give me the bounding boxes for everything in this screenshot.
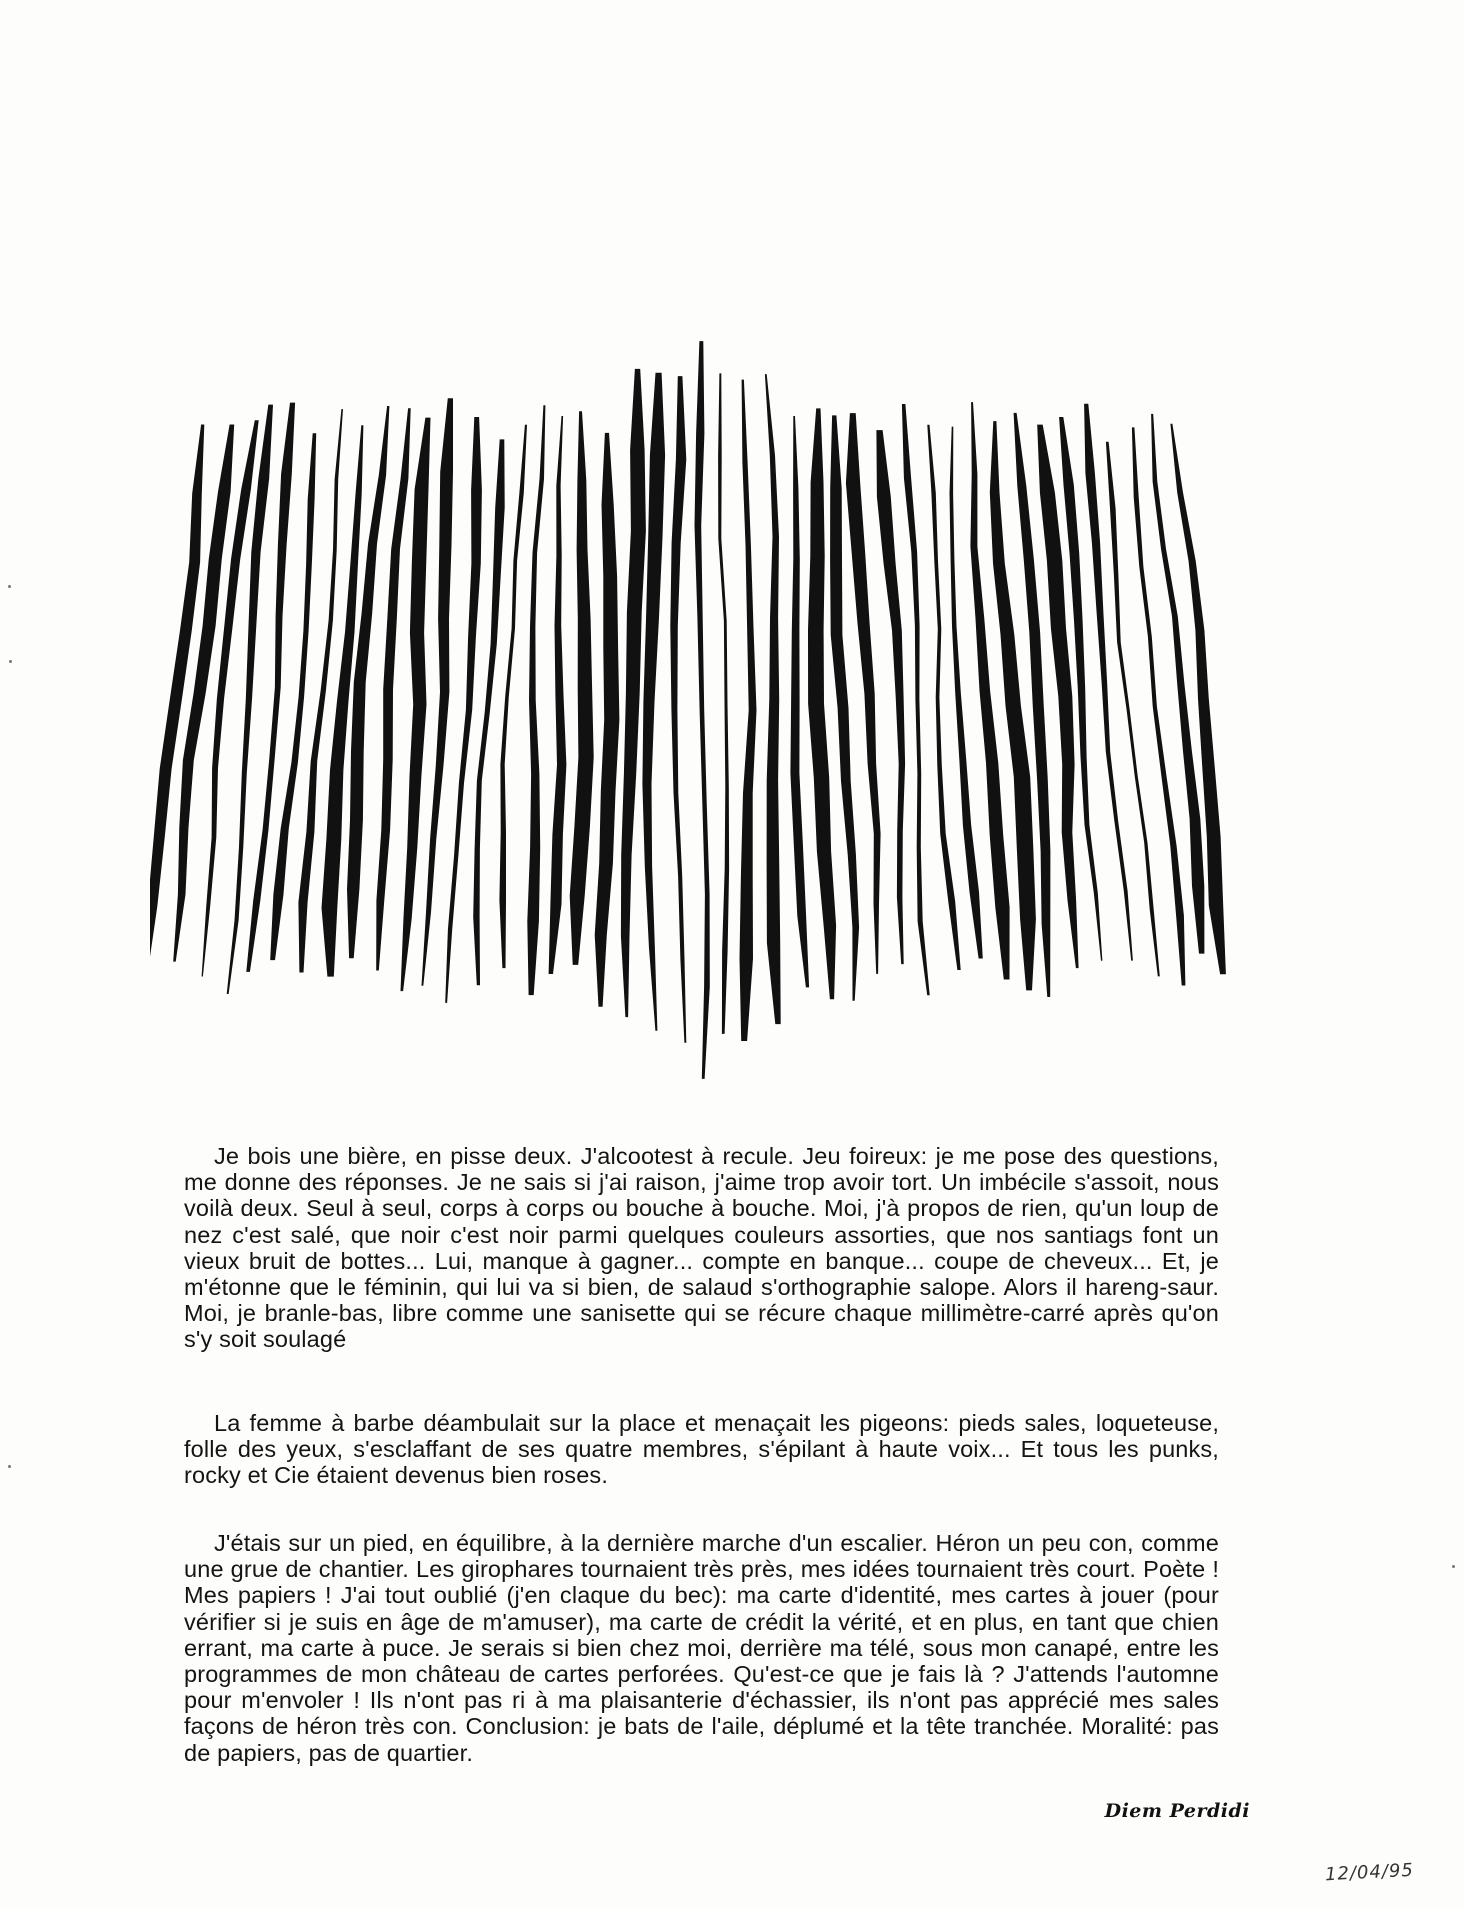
- paragraph-3: J'étais sur un pied, en équilibre, à la dernière marche d'un escalier. Héron un peu con, comme une grue de chantier. Les girophares tournaient très près, mes idées tournaient très court. Poète ! Mes papiers ! J'ai tout oublié (j'en claque du bec): ma carte d'identité, mes cartes à jouer (pour vérifier si je suis en âge de m'amuser), ma carte de crédit la vérité, et en plus, en tant que chien errant, ma carte à puce. Je serais si bien chez moi, derrière ma télé, sous mon canapé, entre les programmes de mon château de cartes perforées. Qu'est-ce que je fais là ? J'attends l'automne pour m'envoler ! Ils n'ont pas ri à ma plaisanterie d'échassier, ils n'ont pas apprécié mes sales façons de héron très con. Conclusion: je bats de l'aile, déplumé et la tête tranchée. Moralité: pas de papiers, pas de quartier.: [184, 1530, 1219, 1766]
- ink-stripe: [621, 369, 646, 1017]
- ink-stripe: [695, 341, 710, 1079]
- paper-speck: [8, 1465, 11, 1468]
- ink-stripe: [595, 433, 620, 1007]
- ink-stripe: [950, 427, 983, 959]
- vertical-stripes-artwork-icon: [150, 330, 1230, 1090]
- paper-speck: [8, 585, 11, 588]
- ink-stripe: [642, 373, 665, 1031]
- ink-stripe: [1106, 442, 1160, 977]
- stripes-artwork: [150, 330, 1230, 1090]
- paragraph-1: Je bois une bière, en pisse deux. J'alcootest à recule. Jeu foireux: je me pose des questions, me donne des réponses. Je ne sais si j'ai raison, j'aime trop avoir tort. Un imbécile s'assoit, nous voilà deux. Seul à seul, corps à corps ou bouche à bouche. Moi, j'à propos de rien, qu'un loup de nez c'est salé, que noir c'est noir parmi quelques couleurs assorties, que nos santiags font un vieux bruit de bottes... Lui, manque à gagner... compte en banque... coupe de cheveux... Et, je m'étonne que le féminin, qui lui va si bien, de salaud s'orthographie salope. Alors il hareng-saur. Moi, je branle-bas, libre comme une sanisette qui se récure chaque millimètre-carré après qu'on s'y soit soulagé: [184, 1143, 1219, 1353]
- paragraph-2: La femme à barbe déambulait sur la place et menaçait les pigeons: pieds sales, loqueteuse, folle des yeux, s'esclaffant de ses quatre membres, s'épilant à haute voix... Et tous les punks, rocky et Cie étaient devenus bien roses.: [184, 1410, 1219, 1489]
- author-signature: Diem Perdidi: [1104, 1800, 1250, 1822]
- handwritten-date: 12/04/95: [1324, 1859, 1415, 1886]
- ink-stripe: [246, 403, 295, 972]
- paper-speck: [9, 660, 12, 663]
- ink-stripe: [570, 411, 594, 965]
- ink-stripe: [718, 373, 729, 1034]
- ink-stripe: [527, 405, 545, 995]
- paper-speck: [1452, 1565, 1455, 1568]
- ink-stripe: [902, 404, 930, 995]
- ink-stripe: [876, 430, 905, 964]
- ink-stripe: [670, 376, 686, 1043]
- ink-stripe: [790, 416, 809, 987]
- ink-stripe: [740, 380, 757, 1041]
- ink-stripe: [549, 416, 567, 974]
- ink-stripe: [765, 374, 781, 1024]
